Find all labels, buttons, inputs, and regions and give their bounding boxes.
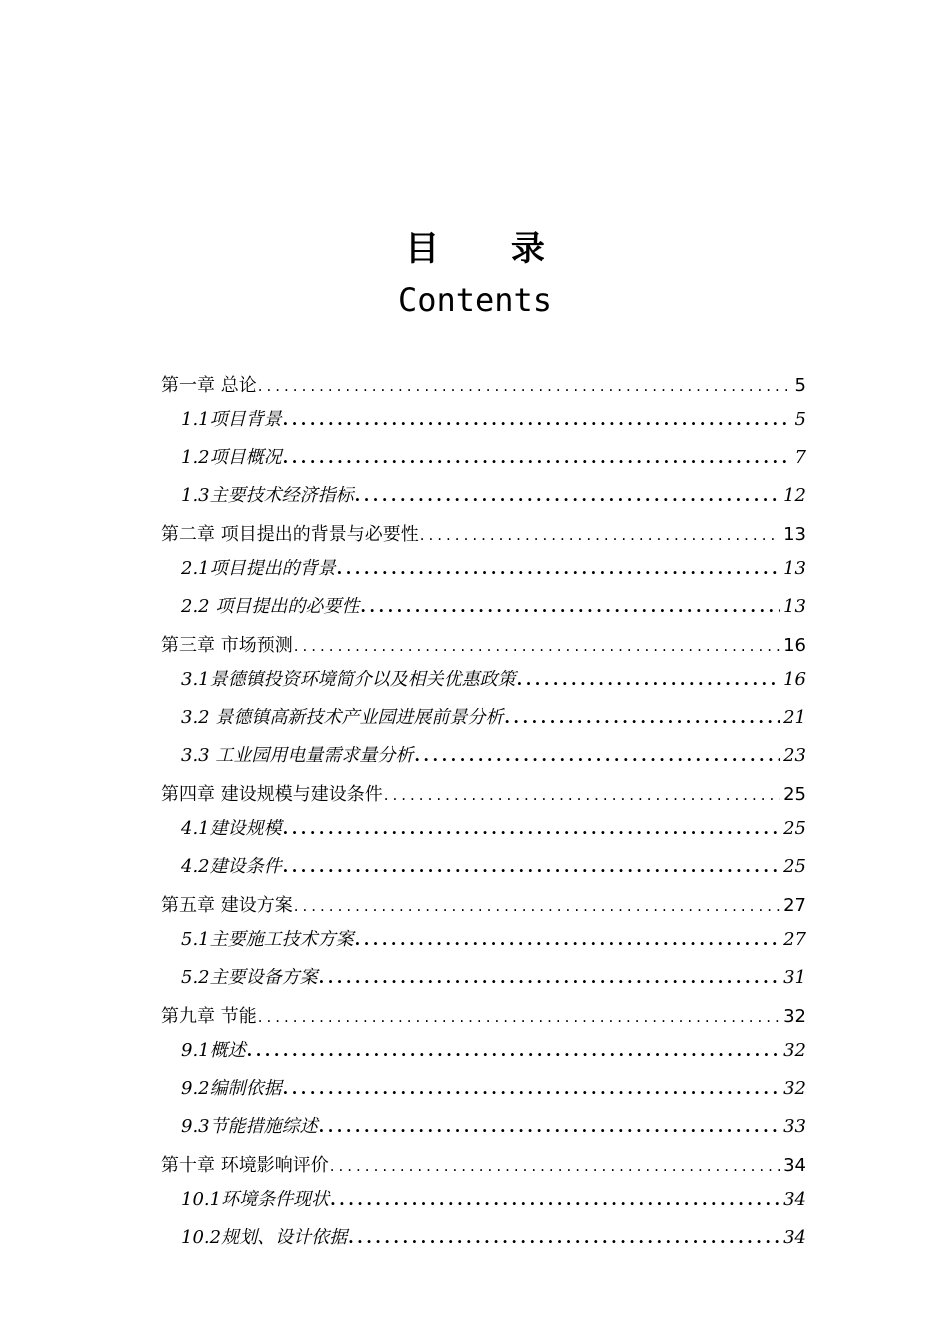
toc-section-5-1[interactable] bbox=[161, 921, 806, 959]
toc-page-number: 34 bbox=[783, 1227, 806, 1248]
toc-dot-leader bbox=[283, 439, 787, 477]
page-title: 目 录 bbox=[405, 229, 575, 269]
toc-entry-label: 第四章 建设规模与建设条件 bbox=[161, 784, 383, 805]
toc-entry-label: 4.1建设规模 bbox=[181, 818, 282, 839]
table-of-contents bbox=[161, 366, 806, 1257]
toc-chapter-4[interactable] bbox=[161, 777, 806, 810]
toc-section-3-1[interactable] bbox=[161, 661, 806, 699]
toc-entry-label: 3.2 景德镇高新技术产业园进展前景分析 bbox=[181, 707, 504, 728]
toc-entry-label: 5.2主要设备方案 bbox=[181, 967, 318, 988]
toc-page-number: 32 bbox=[783, 1006, 806, 1027]
toc-page-number: 25 bbox=[783, 818, 806, 839]
toc-section-2-1[interactable] bbox=[161, 550, 806, 588]
toc-entry-label: 2.1项目提出的背景 bbox=[181, 558, 336, 579]
toc-dot-leader bbox=[504, 699, 780, 737]
toc-page-number: 34 bbox=[783, 1189, 806, 1210]
toc-section-9-2[interactable] bbox=[161, 1070, 806, 1108]
toc-dot-leader bbox=[420, 517, 780, 553]
toc-chapter-1[interactable] bbox=[161, 368, 806, 401]
toc-dot-leader bbox=[517, 661, 780, 699]
toc-page-number: 13 bbox=[783, 558, 806, 579]
toc-dot-leader bbox=[294, 888, 780, 924]
toc-section-1-1[interactable] bbox=[161, 401, 806, 439]
toc-entry-label: 9.3节能措施综述 bbox=[181, 1116, 318, 1137]
toc-dot-leader bbox=[348, 1219, 780, 1257]
toc-page-number: 7 bbox=[794, 447, 806, 468]
toc-dot-leader bbox=[330, 1181, 780, 1219]
toc-page-number: 25 bbox=[783, 784, 806, 805]
toc-section-10-1[interactable] bbox=[161, 1181, 806, 1219]
toc-chapter-5[interactable] bbox=[161, 888, 806, 921]
toc-entry-label: 5.1主要施工技术方案 bbox=[181, 929, 354, 950]
toc-dot-leader bbox=[283, 401, 787, 439]
toc-section-9-3[interactable] bbox=[161, 1108, 806, 1146]
toc-section-5-2[interactable] bbox=[161, 959, 806, 997]
toc-dot-leader bbox=[294, 628, 780, 664]
toc-page-number: 25 bbox=[783, 856, 806, 877]
toc-entry-label: 第二章 项目提出的背景与必要性 bbox=[161, 524, 419, 545]
toc-dot-leader bbox=[283, 848, 780, 886]
toc-entry-label: 第九章 节能 bbox=[161, 1006, 257, 1027]
toc-entry-label: 3.3 工业园用电量需求量分析 bbox=[181, 745, 414, 766]
toc-dot-leader bbox=[330, 1148, 780, 1184]
toc-entry-label: 第三章 市场预测 bbox=[161, 635, 293, 656]
toc-chapter-3[interactable] bbox=[161, 628, 806, 661]
toc-section-4-1[interactable] bbox=[161, 810, 806, 848]
toc-entry-label: 9.2编制依据 bbox=[181, 1078, 282, 1099]
toc-dot-leader bbox=[355, 477, 780, 515]
toc-entry-label: 9.1概述 bbox=[181, 1040, 246, 1061]
toc-section-1-3[interactable] bbox=[161, 477, 806, 515]
toc-dot-leader bbox=[355, 921, 780, 959]
toc-page-number: 5 bbox=[794, 409, 806, 430]
toc-entry-label: 第一章 总论 bbox=[161, 375, 257, 396]
toc-chapter-10[interactable] bbox=[161, 1148, 806, 1181]
toc-dot-leader bbox=[283, 810, 780, 848]
toc-chapter-2[interactable] bbox=[161, 517, 806, 550]
toc-entry-label: 1.1项目背景 bbox=[181, 409, 282, 430]
toc-page-number: 21 bbox=[783, 707, 806, 728]
toc-page-number: 31 bbox=[783, 967, 806, 988]
toc-dot-leader bbox=[258, 368, 787, 404]
page-subtitle: Contents bbox=[397, 281, 553, 319]
toc-dot-leader bbox=[414, 737, 780, 775]
toc-page-number: 34 bbox=[783, 1155, 806, 1176]
toc-entry-label: 2.2 项目提出的必要性 bbox=[181, 596, 360, 617]
toc-dot-leader bbox=[258, 999, 780, 1035]
toc-page-number: 16 bbox=[783, 635, 806, 656]
toc-page-number: 13 bbox=[783, 524, 806, 545]
toc-entry-label: 10.2规划、设计依据 bbox=[181, 1227, 348, 1248]
toc-dot-leader bbox=[319, 959, 780, 997]
toc-dot-leader bbox=[384, 777, 780, 813]
toc-section-4-2[interactable] bbox=[161, 848, 806, 886]
toc-page-number: 32 bbox=[783, 1040, 806, 1061]
toc-entry-label: 1.2项目概况 bbox=[181, 447, 282, 468]
toc-section-2-2[interactable] bbox=[161, 588, 806, 626]
toc-page-number: 12 bbox=[783, 485, 806, 506]
toc-entry-label: 1.3主要技术经济指标 bbox=[181, 485, 354, 506]
toc-entry-label: 第五章 建设方案 bbox=[161, 895, 293, 916]
toc-page-number: 27 bbox=[783, 929, 806, 950]
toc-dot-leader bbox=[337, 550, 780, 588]
toc-entry-label: 第十章 环境影响评价 bbox=[161, 1155, 329, 1176]
toc-section-9-1[interactable] bbox=[161, 1032, 806, 1070]
toc-dot-leader bbox=[319, 1108, 780, 1146]
toc-page-number: 32 bbox=[783, 1078, 806, 1099]
toc-entry-label: 4.2建设条件 bbox=[181, 856, 282, 877]
toc-page-number: 13 bbox=[783, 596, 806, 617]
toc-section-1-2[interactable] bbox=[161, 439, 806, 477]
toc-page-number: 16 bbox=[783, 669, 806, 690]
toc-section-3-2[interactable] bbox=[161, 699, 806, 737]
toc-page-number: 5 bbox=[794, 375, 806, 396]
toc-chapter-9[interactable] bbox=[161, 999, 806, 1032]
toc-dot-leader bbox=[360, 588, 780, 626]
toc-section-3-3[interactable] bbox=[161, 737, 806, 775]
toc-entry-label: 3.1景德镇投资环境简介以及相关优惠政策 bbox=[181, 669, 516, 690]
toc-page-number: 23 bbox=[783, 745, 806, 766]
toc-section-10-2[interactable] bbox=[161, 1219, 806, 1257]
toc-dot-leader bbox=[247, 1032, 780, 1070]
toc-entry-label: 10.1环境条件现状 bbox=[181, 1189, 330, 1210]
toc-page-number: 27 bbox=[783, 895, 806, 916]
toc-dot-leader bbox=[283, 1070, 780, 1108]
toc-page-number: 33 bbox=[783, 1116, 806, 1137]
